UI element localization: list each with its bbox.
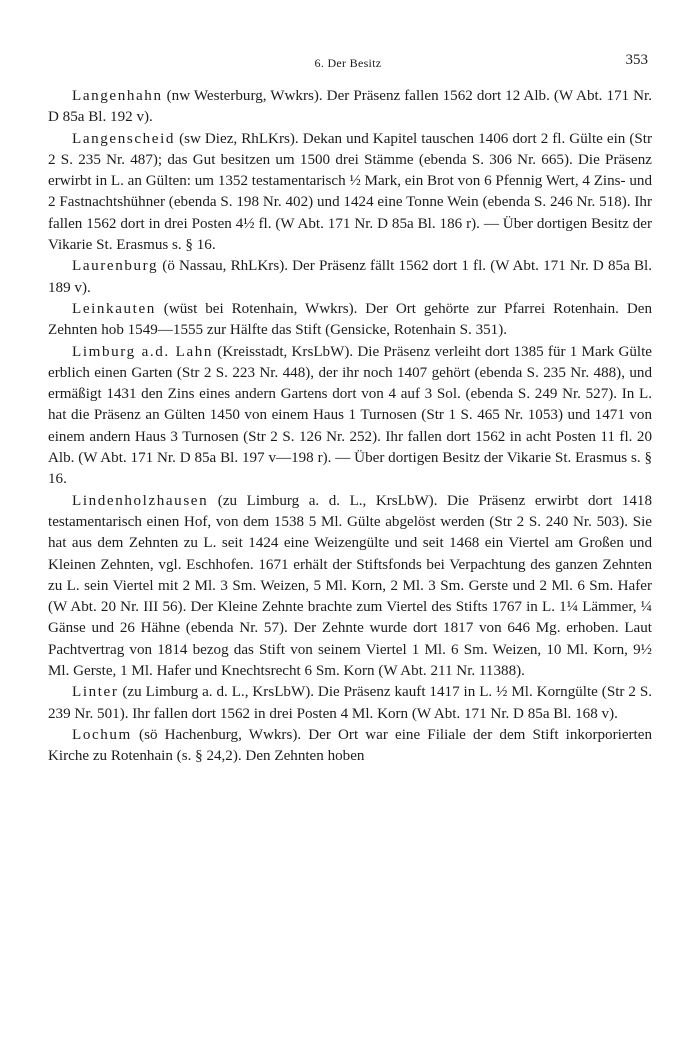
- entry-langenhahn: [48, 86, 652, 129]
- entry-text: (Kreisstadt, KrsLbW). Die Präsenz verleiht dort 1385 für 1 Mark Gülte erblich einen Garten (Str 2 S. 223 Nr. 448), der ihr noch 1407 gehört (ebenda S. 235 Nr. 488), und ermäßigt 1431 den Zins eines andern Gartens dort von 4 auf 3 Sol. (ebenda S. 249 Nr. 527). In L. hat die Präsenz an Gülten 1450 von einem Haus 1 Turnosen (Str 1 S. 465 Nr. 1053) und 1471 von einem andern Haus 3 Turnosen (Str 2 S. 126 Nr. 252). Ihr fallen dort 1562 in acht Posten 11 fl. 20 Alb. (W Abt. 171 Nr. D 85a Bl. 197 v—198 r). — Über dortigen Besitz der Vikarie St. Erasmus s. § 16.: [48, 343, 653, 488]
- entry-lochum: [48, 725, 652, 768]
- place-name: Lindenholzhausen: [72, 492, 209, 509]
- page-header: [48, 52, 648, 74]
- page-number: 353: [625, 52, 648, 68]
- place-name: Linter: [72, 684, 119, 701]
- entry-text: (sö Hachenburg, Wwkrs). Der Ort war eine Filiale der dem Stift inkorporierten Kirche zu Rotenhain (s. § 24,2). Den Zehnten hoben: [48, 726, 652, 765]
- place-name: Langenhahn: [72, 88, 163, 104]
- body-text: [48, 86, 652, 768]
- entry-lindenholzhausen: [48, 491, 652, 683]
- running-head: 6. Der Besitz: [314, 56, 382, 70]
- place-name: Leinkauten: [72, 300, 156, 317]
- entry-text: (wüst bei Rotenhain, Wwkrs). Der Ort gehörte zur Pfarrei Rotenhain. Den Zehnten hob 1549—1555 zur Hälfte das Stift (Gensicke, Rotenhain S. 351).: [48, 300, 652, 339]
- entry-text: (nw Westerburg, Wwkrs). Der Präsenz fallen 1562 dort 12 Alb. (W Abt. 171 Nr. D 85a Bl. 192 v).: [48, 88, 652, 126]
- entry-text: (sw Diez, RhLKrs). Dekan und Kapitel tauschen 1406 dort 2 fl. Gülte ein (Str 2 S. 235 Nr. 487); das Gut besitzen um 1500 drei Stämme (ebenda S. 306 Nr. 665). Die Präsenz erwirbt in L. an Gülten: um 1352 testamentarisch ½ Mark, ein Brot von 6 Pfennig Wert, 4 Zins- und 2 Fastnachtshühner (ebenda S. 198 Nr. 402) und 1424 eine Tonne Wein (ebenda S. 246 Nr. 518). Ihr fallen 1562 dort in drei Posten 4½ fl. (W Abt. 171 Nr. D 85a Bl. 186 r). — Über dortigen Besitz der Vikarie St. Erasmus s. § 16.: [48, 130, 652, 254]
- entry-text: (ö Nassau, RhLKrs). Der Präsenz fällt 1562 dort 1 fl. (W Abt. 171 Nr. D 85a Bl. 189 v).: [48, 258, 652, 296]
- entry-laurenburg: [48, 256, 652, 299]
- place-name: Langenscheid: [72, 130, 176, 147]
- entry-langenscheid: [48, 129, 652, 257]
- entry-limburg: [48, 342, 652, 491]
- place-name: Laurenburg: [72, 258, 159, 275]
- entry-leinkauten: [48, 299, 652, 342]
- place-name: Limburg a.d. Lahn: [72, 343, 214, 360]
- entry-text: (zu Limburg a. d. L., KrsLbW). Die Präsenz kauft 1417 in L. ½ Ml. Korngülte (Str 2 S. 239 Nr. 501). Ihr fallen dort 1562 in drei Posten 4 Ml. Korn (W Abt. 171 Nr. D 85a Bl. 168 v).: [48, 684, 652, 722]
- place-name: Lochum: [72, 726, 132, 743]
- entry-text: (zu Limburg a. d. L., KrsLbW). Die Präsenz erwirbt dort 1418 testamentarisch einen Hof, von dem 1538 5 Ml. Gülte abgelöst werden (Str 2 S. 240 Nr. 503). Sie hat aus dem Zehnten zu L. seit 1424 eine Weizengülte und seit 1468 ein Viertel am Großen und Kleinen Zehnten, vgl. Eschhofen. 1671 erhält der Stiftsfonds bei Verpachtung des ganzen Zehnten zu L. sein Viertel mit 2 Ml. 3 Sm. Weizen, 5 Ml. Korn, 2 Ml. 3 Sm. Gerste und 2 Ml. 6 Sm. Hafer (W Abt. 20 Nr. III 56). Der Kleine Zehnte brachte zum Viertel des Stifts 1767 in L. 1¼ Lämmer, ¼ Gänse und 26 Hähne (ebenda Nr. 57). Der Zehnte wurde dort 1817 von 646 Mg. erhoben. Laut Pachtvertrag von 1814 bezog das Stift von seinem Viertel 1 Ml. 6 Sm. Weizen, 10 Ml. Korn, 9½ Ml. Gerste, 1 Ml. Hafer und Knechtsrecht 6 Sm. Korn (W Abt. 211 Nr. 11388).: [48, 492, 652, 680]
- entry-linter: [48, 682, 652, 725]
